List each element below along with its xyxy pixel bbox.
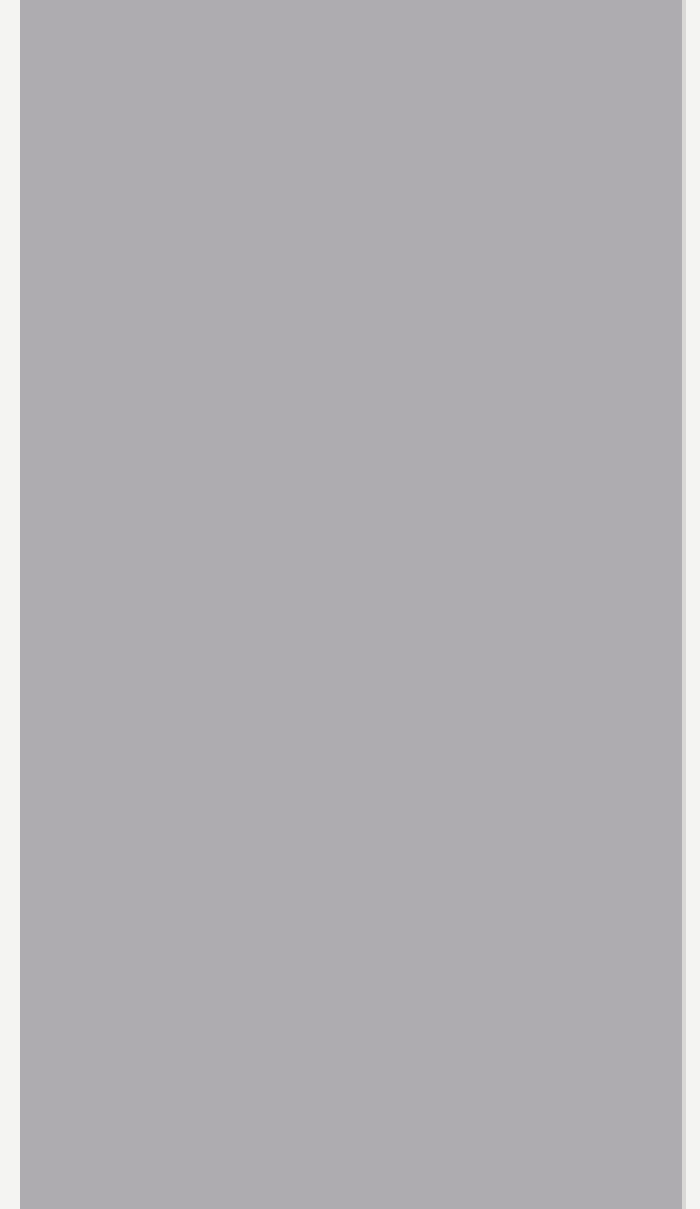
heart-vines-bottom-icon bbox=[20, 1005, 686, 1209]
book-page bbox=[20, 0, 686, 1209]
heart-vines-top-icon bbox=[20, 0, 686, 230]
body-text bbox=[116, 333, 644, 349]
